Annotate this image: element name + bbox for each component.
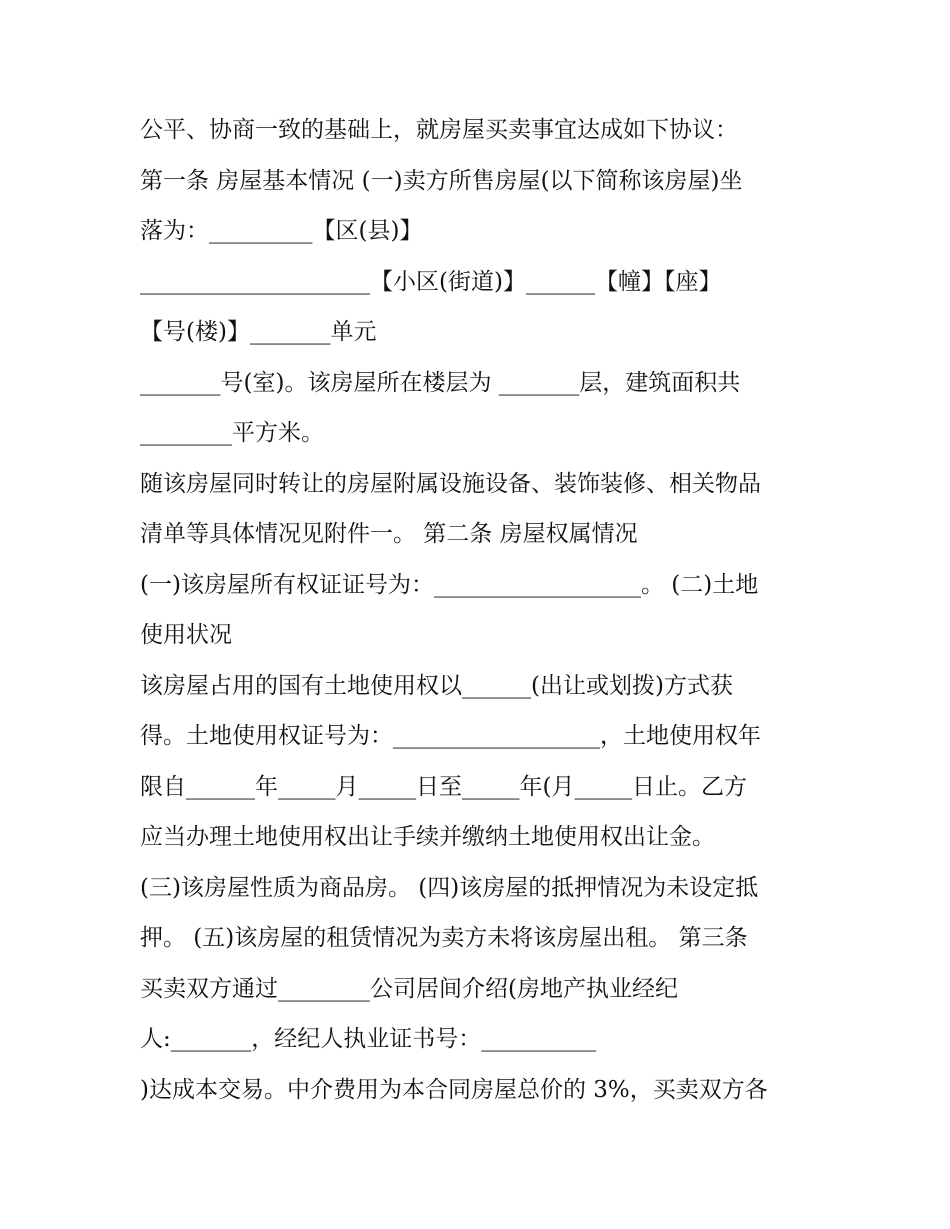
text-line: )达成本交易。中介费用为本合同房屋总价的 3%，买卖双方各	[140, 1077, 768, 1103]
text-line: _______号(室)。该房屋所在楼层为 _______层，建筑面积共	[140, 370, 741, 396]
text-line: 公平、协商一致的基础上，就房屋买卖事宜达成如下协议：	[140, 117, 738, 143]
text-line: 第一条 房屋基本情况 (一)卖方所售房屋(以下简称该房屋)坐	[140, 168, 743, 194]
text-line: 随该房屋同时转让的房屋附属设施设备、装饰装修、相关物品	[140, 471, 761, 497]
text-line: ____________________【小区(街道)】______【幢】【座】	[140, 269, 722, 295]
text-line: 落为：_________【区(县)】	[140, 218, 423, 244]
text-line: 【号(楼)】_______单元	[140, 319, 377, 345]
text-line: 限自______年_____月_____日至_____年(月_____日止。乙方	[140, 774, 747, 800]
text-line: 应当办理土地使用权出让手续并缴纳土地使用权出让金。	[140, 824, 715, 850]
text-line: 人:_______，经纪人执业证书号：__________	[140, 1026, 597, 1052]
text-line: (三)该房屋性质为商品房。 (四)该房屋的抵押情况为未设定抵	[140, 875, 759, 901]
text-line: 使用状况	[140, 622, 232, 648]
text-line: (一)该房屋所有权证证号为：__________________。 (二)土地	[140, 572, 759, 598]
text-line: 该房屋占用的国有土地使用权以______(出让或划拨)方式获	[140, 673, 733, 699]
text-line: ________平方米。	[140, 420, 324, 446]
text-line: 得。土地使用权证号为：__________________，土地使用权年	[140, 723, 761, 749]
text-line: 买卖双方通过________公司居间介绍(房地产执业经纪	[140, 976, 678, 1002]
text-line: 押。 (五)该房屋的租赁情况为卖方未将该房屋出租。 第三条	[140, 925, 748, 951]
text-line: 清单等具体情况见附件一。 第二条 房屋权属情况	[140, 521, 638, 547]
